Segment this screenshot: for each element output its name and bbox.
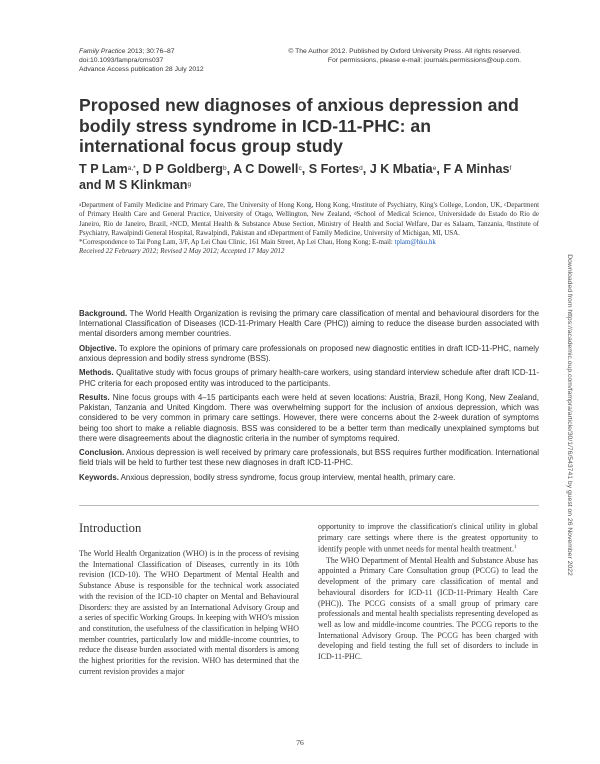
- intro-paragraph: The WHO Department of Mental Health and Substance Abuse has appointed a Primary Care Consultation group (PCCG) to lead the development of the primary care classification of mental and behavioural disorders for ICD-11 (ICD-11-Primary Health Care (PHC)). The PCCG consists of a small group of primary care professionals and mental health specialists representing developed as well as low and middle-income countries. The PCCG reports to the International Advisory Group. The PCCG has been charged with developing and field testing the full set of disorders to include in ICD-11-PHC.: [318, 555, 538, 662]
- abstract-keywords: Keywords. Anxious depression, bodily stress syndrome, focus group interview, mental health, primary care.: [79, 472, 456, 482]
- correspondence: *Correspondence to Tai Pong Lam, 3/F, Ap Lei Chau Clinic, 161 Main Street, Ap Lei Chau, Hong Kong; E-mail:: [79, 238, 395, 247]
- abstract: [79, 309, 539, 487]
- abstract-conclusion: Conclusion. Anxious depression is well received by primary care professionals, but BSS requires further modification. International field trials will be held to further test these new diagnoses in draft ICD-11-PHC.: [79, 448, 539, 468]
- author[interactable]: S Fortes$^d$: [308, 162, 363, 176]
- author[interactable]: F A Minhas$^f$: [443, 162, 512, 176]
- email-link[interactable]: tplam@hku.hk: [394, 238, 436, 247]
- abstract-methods: Methods. Qualitative study with focus groups of primary health-care workers, using standard interview schedule after draft ICD-11-PHC criteria for each proposed entity was introduced to the participants.: [79, 368, 539, 388]
- permissions: For permissions, please e-mail: journals.permissions@oup.com.: [327, 57, 521, 65]
- advance-access: Advance Access publication 28 July 2012: [79, 66, 204, 74]
- paper-title: Proposed new diagnoses of anxious depression and bodily stress syndrome in ICD-11-PHC: an international focus group study: [79, 95, 519, 156]
- intro-right-column: [318, 522, 538, 663]
- intro-paragraph: opportunity to improve the classification's clinical utility in global primary care settings where there is the greatest opportunity to identify people with unmet needs for mental health treatment.$^1$: [318, 522, 538, 555]
- download-notice: [564, 218, 578, 612]
- affiliations: $^a$Department of Family Medicine and Primary Care, The University of Hong Kong, Hong Kong, $^b$Institute of Psychiatry, King's College, London, UK, $^c$Department of Primary Health Care and General Practice, University of Otago, Wellington, New Zealand, $^d$School of Medical Science, Universidade do Estado do Rio de Janeiro, Rio de Janeiro, Brazil, $^e$NCD, Mental Health & Substance Abuse Section, Ministry of Health and Social Welfare, Dar es Salaam, Tanzania, $^f$Institute of Psychiatry, Rawalpindi General Hospital, Rawalpindi, Pakistan and $^g$Department of Family Medicine, University of Michigan, MI, USA. *Correspondence to Tai Pong Lam, 3/F, Ap Lei Chau Clinic, 161 Main Street, Ap Lei Chau, Hong Kong; E-mail: tplam@hku.hk Received 22 February 2012; Revised 2 May 2012; Accepted 17 May 2012: [79, 201, 539, 256]
- intro-heading: Introduction: [79, 521, 142, 535]
- page-number: 76: [296, 738, 304, 747]
- copyright-header: [288, 47, 521, 65]
- intro-left-column: [79, 520, 299, 677]
- download-notice-text[interactable]: Downloaded from https://academic.oup.com/fampra/article/30/1/76/543741 by guest on 26 November 2022: [566, 254, 573, 576]
- copyright: © The Author 2012. Published by Oxford University Press. All rights reserved.: [288, 48, 521, 55]
- author[interactable]: and M S Klinkman$^g$: [79, 177, 192, 192]
- abstract-results: Results. Nine focus groups with 4–15 participants each were held at seven locations: Austria, Brazil, Hong Kong, New Zealand, Pakistan, Tanzania and United Kingdom. There was overwhelming support for the inclusion of anxious depression, which was considered to be very common in primary care settings. However, there were concerns about the 2-week duration of symptoms being too short to make a reliable diagnosis. BSS was considered to be a better term than medically unexplained symptoms but there were disagreements about the diagnostic criteria in the number of symptoms required.: [79, 392, 539, 443]
- section-divider: [79, 505, 539, 506]
- author[interactable]: T P Lam$^{a,*}$: [79, 162, 136, 176]
- citation: 2013; 30:76–87: [125, 48, 175, 55]
- author[interactable]: A C Dowell$^c$: [233, 162, 302, 176]
- received-dates: Received 22 February 2012; Revised 2 May 2012; Accepted 17 May 2012: [79, 247, 285, 256]
- author[interactable]: J K Mbatia$^e$: [369, 162, 437, 176]
- abstract-objective: Objective. To explore the opinions of primary care professionals on proposed new diagnostic entities in draft ICD-11-PHC, namely anxious depression and bodily stress syndrome (BSS).: [79, 343, 539, 363]
- author-list: T P Lam$^{a,*}$, D P Goldberg$^b$, A C Dowell$^c$, S Fortes$^d$, J K Mbatia$^e$, F A Minhas$^f$ and M S Klinkman$^g$: [79, 162, 512, 192]
- intro-paragraph: The World Health Organization (WHO) is in the process of revising the International Classification of Diseases, currently in its 10th revision (ICD-10). The WHO Department of Mental Health and Substance Abuse is responsible for the technical work associated with the revision of the ICD-10 chapter on Mental and Behavioural Disorders: they are assisted by an International Advisory Group and a series of specific Working Groups. In keeping with WHO's mission and constitution, the usefulness of the classification in helping WHO member countries, particularly low and middle-income countries, to reduce the disease burden associated with mental disorders is among the highest priorities for the revision. WHO has determined that the current revision provides a major: [79, 549, 299, 676]
- doi: doi:10.1093/fampra/cms037: [79, 57, 164, 65]
- author[interactable]: D P Goldberg$^b$: [142, 162, 227, 176]
- journal-header: [79, 47, 204, 75]
- journal-name: Family Practice: [79, 48, 126, 55]
- citation-ref[interactable]: 1: [513, 545, 517, 551]
- abstract-background: Background. The World Health Organization is revising the primary care classification of mental and behavioural disorders for the International Classification of Diseases (ICD-11-Primary Health Care (PHC)) aiming to reduce the disease burden associated with mental disorders among member countries.: [79, 309, 539, 339]
